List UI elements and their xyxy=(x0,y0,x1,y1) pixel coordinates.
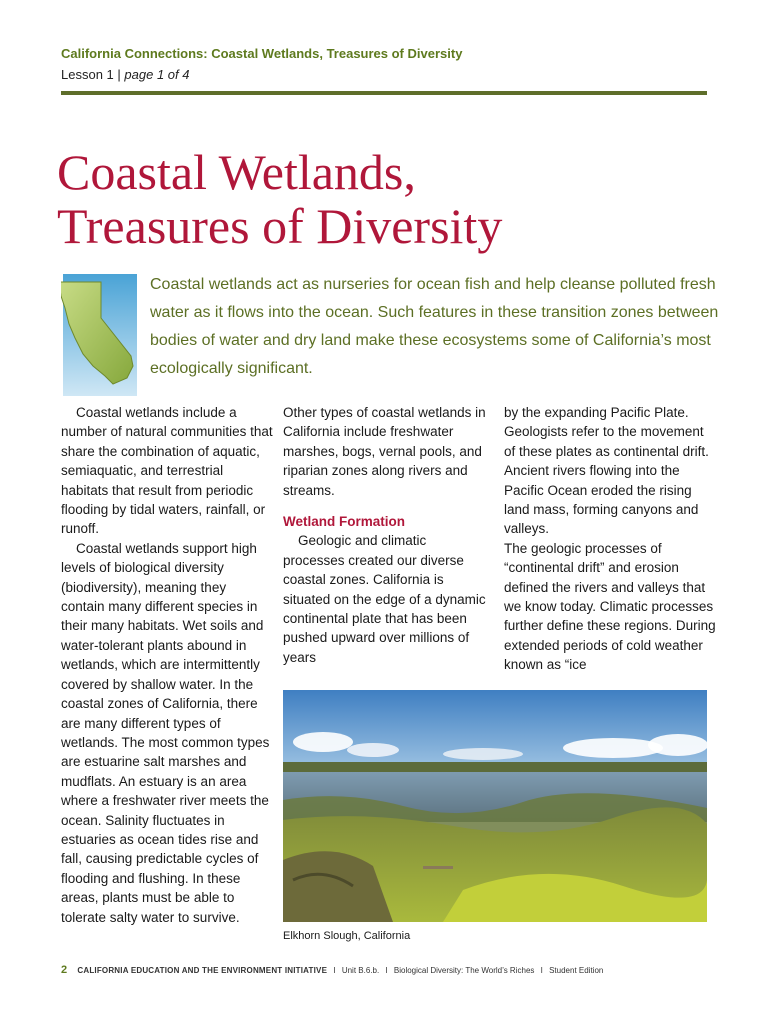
header-rule xyxy=(61,91,707,95)
body-column-1 xyxy=(61,403,273,927)
section-heading: Wetland Formation xyxy=(283,514,406,530)
body-column-3 xyxy=(504,403,716,675)
lesson-label: Lesson 1 xyxy=(61,67,114,82)
paragraph: Coastal wetlands support high levels of biological diversity (biodiversity), meaning they contain many different species in their many habitats. Wet soils and water-tolerant plants abound in wetlands, which are intermittently covered by shallow water. In the coastal zones of California, there are many different types of wetlands. The most common types are estuarine salt marshes and mudflats. An estuary is an area where a freshwater river meets the ocean. Salinity fluctuates in estuaries as ocean tides rise and fall, causing predictable cycles of flooding and flushing. In these areas, plants must be able to tolerate salty water to survive. xyxy=(61,540,270,925)
body-column-2 xyxy=(283,403,488,667)
lesson-separator: | xyxy=(117,67,121,82)
footer-org: CALIFORNIA EDUCATION AND THE ENVIRONMENT INITIATIVE xyxy=(77,966,328,975)
page-footer xyxy=(61,964,603,976)
page-title xyxy=(57,145,717,253)
footer-separator: I xyxy=(385,966,388,975)
lesson-line xyxy=(61,67,189,82)
footer-unit-title: Biological Diversity: The World’s Riches xyxy=(393,966,535,975)
title-line-2: Treasures of Diversity xyxy=(57,198,503,254)
paragraph: Other types of coastal wetlands in California include freshwater marshes, bogs, vernal pools, and riparian zones along rivers and streams. xyxy=(283,405,486,498)
series-title: California Connections: Coastal Wetlands, Treasures of Diversity xyxy=(61,46,463,61)
california-map-icon xyxy=(61,274,139,396)
footer-separator: I xyxy=(540,966,543,975)
footer-edition: Student Edition xyxy=(549,966,604,975)
intro-paragraph: Coastal wetlands act as nurseries for ocean fish and help cleanse polluted fresh water as it flows into the ocean. Such features in these transition zones between bodies of water and dry land make these ecosystems some of California’s most ecologically significant. xyxy=(150,276,719,377)
paragraph: Geologic and climatic processes created our diverse coastal zones. California is situated on the edge of a dynamic continental plate that has been pushed upward over millions of years xyxy=(283,533,486,665)
wetland-landscape-photo xyxy=(283,690,707,922)
page-number: 2 xyxy=(61,964,68,976)
paragraph: by the expanding Pacific Plate. Geologists refer to the movement of these plates as continental drift. Ancient rivers flowing into the Pacific Ocean eroded the rising land mass, forming canyons and valleys. xyxy=(504,405,709,537)
paragraph: The geologic processes of “continental drift” and erosion defined the rivers and valleys that we know today. Climatic processes further define these regions. During extended periods of cold weather known as “ice xyxy=(504,540,716,673)
footer-unit: Unit B.6.b. xyxy=(341,966,380,975)
title-line-1: Coastal Wetlands, xyxy=(57,144,416,200)
photo-caption: Elkhorn Slough, California xyxy=(283,930,411,942)
footer-separator: I xyxy=(333,966,336,975)
page-indicator: page 1 of 4 xyxy=(124,67,190,82)
paragraph: Coastal wetlands include a number of natural communities that share the combination of aquatic, semiaquatic, and terrestrial habitats that result from periodic flooding by tidal waters, rainfall, or runoff. xyxy=(61,405,273,537)
